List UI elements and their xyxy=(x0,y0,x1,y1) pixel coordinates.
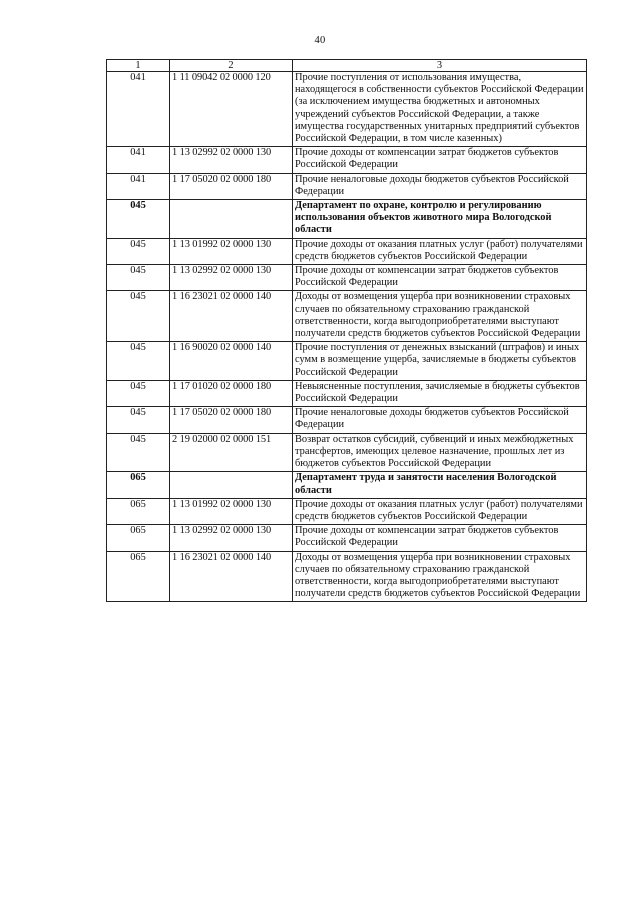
department-name-cell: Департамент по охране, контролю и регулированию использования объектов животного мира Вологодской области xyxy=(293,200,587,239)
admin-code-cell: 045 xyxy=(107,342,170,381)
revenue-name-cell: Возврат остатков субсидий, субвенций и иных межбюджетных трансфертов, имеющих целевое назначение, прошлых лет из бюджетов субъектов Российской Федерации xyxy=(293,433,587,472)
revenue-code-cell: 1 16 23021 02 0000 140 xyxy=(170,551,293,602)
revenue-name-cell: Прочие доходы от компенсации затрат бюджетов субъектов Российской Федерации xyxy=(293,147,587,173)
admin-code-cell: 041 xyxy=(107,147,170,173)
revenue-name-cell: Доходы от возмещения ущерба при возникновении страховых случаев по обязательному страхованию гражданской ответственности, когда выгодоприобретателями выступают получатели средств бюджетов субъектов Российской Федерации xyxy=(293,291,587,342)
table-row xyxy=(107,342,587,381)
revenue-name-cell: Невыясненные поступления, зачисляемые в бюджеты субъектов Российской Федерации xyxy=(293,380,587,406)
admin-code-cell: 041 xyxy=(107,72,170,147)
department-header-row xyxy=(107,472,587,498)
table-row xyxy=(107,407,587,433)
revenue-name-cell: Прочие доходы от компенсации затрат бюджетов субъектов Российской Федерации xyxy=(293,265,587,291)
column-header-1: 1 xyxy=(107,60,170,72)
admin-code-cell: 045 xyxy=(107,380,170,406)
column-header-3: 3 xyxy=(293,60,587,72)
table-body xyxy=(107,72,587,602)
revenue-code-cell xyxy=(170,200,293,239)
revenue-code-cell: 1 16 90020 02 0000 140 xyxy=(170,342,293,381)
revenue-sources-table xyxy=(106,59,587,602)
column-header-2: 2 xyxy=(170,60,293,72)
table-row xyxy=(107,72,587,147)
revenue-name-cell: Прочие доходы от оказания платных услуг (работ) получателями средств бюджетов субъектов Российской Федерации xyxy=(293,498,587,524)
admin-code-cell: 045 xyxy=(107,265,170,291)
admin-code-cell: 065 xyxy=(107,498,170,524)
revenue-code-cell: 1 13 01992 02 0000 130 xyxy=(170,498,293,524)
table-row xyxy=(107,380,587,406)
table-row xyxy=(107,265,587,291)
department-name-cell: Департамент труда и занятости населения Вологодской области xyxy=(293,472,587,498)
page-number: 40 xyxy=(314,35,326,46)
revenue-name-cell: Прочие неналоговые доходы бюджетов субъектов Российской Федерации xyxy=(293,173,587,199)
admin-code-cell: 065 xyxy=(107,551,170,602)
revenue-name-cell: Прочие неналоговые доходы бюджетов субъектов Российской Федерации xyxy=(293,407,587,433)
revenue-name-cell: Прочие поступления от денежных взысканий (штрафов) и иных сумм в возмещение ущерба, зачисляемые в бюджеты субъектов Российской Федерации xyxy=(293,342,587,381)
revenue-name-cell: Прочие доходы от оказания платных услуг (работ) получателями средств бюджетов субъектов Российской Федерации xyxy=(293,238,587,264)
revenue-name-cell: Прочие доходы от компенсации затрат бюджетов субъектов Российской Федерации xyxy=(293,525,587,551)
table-row xyxy=(107,525,587,551)
revenue-name-cell: Доходы от возмещения ущерба при возникновении страховых случаев по обязательному страхованию гражданской ответственности, когда выгодоприобретателями выступают получатели средств бюджетов субъектов Российской Федерации xyxy=(293,551,587,602)
admin-code-cell: 065 xyxy=(107,472,170,498)
revenue-code-cell: 2 19 02000 02 0000 151 xyxy=(170,433,293,472)
department-header-row xyxy=(107,200,587,239)
revenue-code-cell: 1 13 01992 02 0000 130 xyxy=(170,238,293,264)
table-row xyxy=(107,173,587,199)
admin-code-cell: 045 xyxy=(107,433,170,472)
admin-code-cell: 045 xyxy=(107,291,170,342)
header-row xyxy=(107,60,587,72)
table-row xyxy=(107,551,587,602)
revenue-code-cell: 1 17 01020 02 0000 180 xyxy=(170,380,293,406)
admin-code-cell: 045 xyxy=(107,238,170,264)
admin-code-cell: 045 xyxy=(107,200,170,239)
table-row xyxy=(107,147,587,173)
revenue-code-cell: 1 13 02992 02 0000 130 xyxy=(170,525,293,551)
revenue-code-cell: 1 13 02992 02 0000 130 xyxy=(170,265,293,291)
revenue-code-cell xyxy=(170,472,293,498)
admin-code-cell: 041 xyxy=(107,173,170,199)
admin-code-cell: 065 xyxy=(107,525,170,551)
table-header xyxy=(107,60,587,72)
revenue-code-cell: 1 11 09042 02 0000 120 xyxy=(170,72,293,147)
revenue-name-cell: Прочие поступления от использования имущества, находящегося в собственности субъектов Российской Федерации (за исключением имущества бюджетных и автономных учреждений субъектов Российской Федерации, а также имущества государственных унитарных предприятий субъектов Российской Федерации, в том числе казенных) xyxy=(293,72,587,147)
table-row xyxy=(107,498,587,524)
table-row xyxy=(107,238,587,264)
table-row xyxy=(107,291,587,342)
revenue-code-cell: 1 17 05020 02 0000 180 xyxy=(170,173,293,199)
revenue-code-cell: 1 16 23021 02 0000 140 xyxy=(170,291,293,342)
admin-code-cell: 045 xyxy=(107,407,170,433)
revenue-code-cell: 1 13 02992 02 0000 130 xyxy=(170,147,293,173)
revenue-code-cell: 1 17 05020 02 0000 180 xyxy=(170,407,293,433)
table-row xyxy=(107,433,587,472)
